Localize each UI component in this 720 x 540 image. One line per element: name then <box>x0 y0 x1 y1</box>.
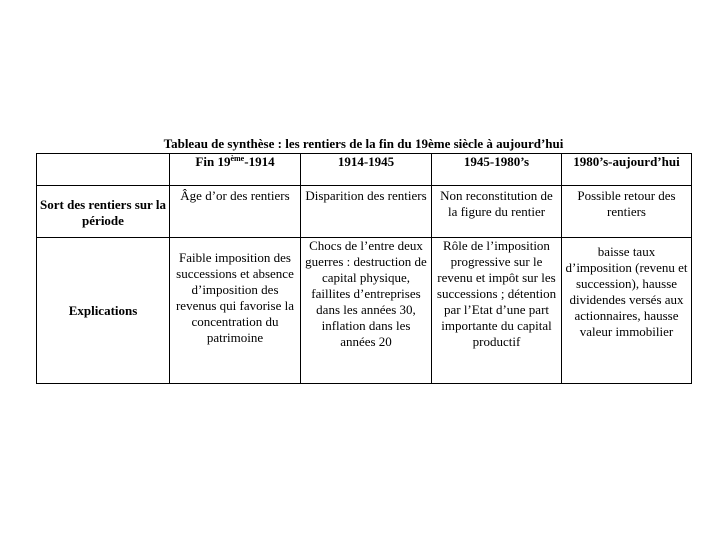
synthesis-table <box>36 153 692 384</box>
header-period-4: 1980’s-aujourd’hui <box>562 154 692 186</box>
table-caption: Tableau de synthèse : les rentiers de la fin du 19ème siècle à aujourd’hui <box>163 136 564 151</box>
cell-expl-period-3: Rôle de l’imposition progressive sur le revenu et impôt sur les successions ; détention par l’Etat d’une part importante du capital productif <box>432 238 562 384</box>
table-header-row <box>37 154 692 186</box>
cell-sort-period-4: Possible retour des rentiers <box>562 186 692 238</box>
cell-expl-period-2: Chocs de l’entre deux guerres : destruction de capital physique, faillites d’entreprises dans les années 30, inflation dans les années 20 <box>301 238 432 384</box>
cell-sort-period-3: Non reconstitution de la figure du rentier <box>432 186 562 238</box>
header-period-1 <box>170 154 301 186</box>
table-row-explications <box>37 238 692 384</box>
table-row-sort <box>37 186 692 238</box>
header-empty-cell <box>37 154 170 186</box>
row-label-explications: Explications <box>37 238 170 384</box>
cell-expl-period-1: Faible imposition des successions et absence d’imposition des revenus qui favorise la concentration du patrimoine <box>170 238 301 384</box>
header-period-1-suffix: -1914 <box>244 154 275 169</box>
cell-sort-period-2: Disparition des rentiers <box>301 186 432 238</box>
header-period-1-sup: ème <box>230 154 245 163</box>
header-period-1-prefix: Fin 19 <box>195 154 231 169</box>
cell-sort-period-1: Âge d’or des rentiers <box>170 186 301 238</box>
header-period-3: 1945-1980’s <box>432 154 562 186</box>
cell-expl-period-4: baisse taux d’imposition (revenu et succession), hausse dividendes versés aux actionnaires, hausse valeur immobilier <box>562 238 692 384</box>
header-period-2: 1914-1945 <box>301 154 432 186</box>
row-label-sort: Sort des rentiers sur la période <box>37 186 170 238</box>
